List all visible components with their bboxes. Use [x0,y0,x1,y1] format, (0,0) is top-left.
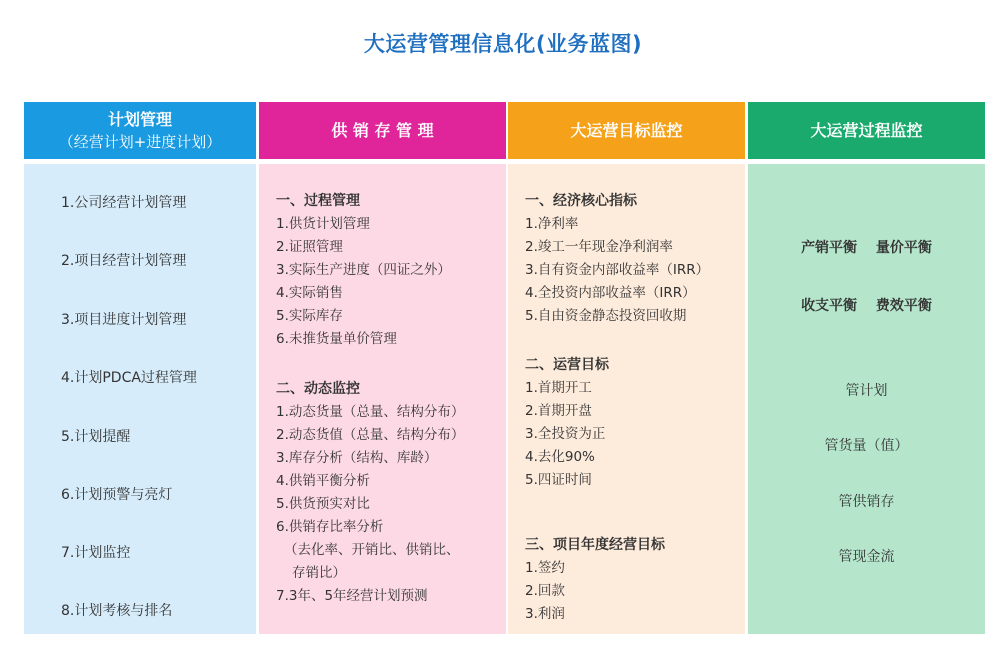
balance-line: 收支平衡 费效平衡 [801,298,932,314]
list-item: 3.库存分析（结构、库龄） [276,450,438,466]
column-header-supply [259,102,506,159]
column-plan-management [24,102,256,619]
list-item: 5.实际库存 [276,308,343,324]
supply-section-monitoring [276,378,464,608]
column-body-plan [24,164,256,634]
column-header-supply-title: 供 销 存 管 理 [331,120,434,140]
column-header-process-title: 大运营过程监控 [810,120,923,140]
plan-item: 2.项目经营计划管理 [61,253,187,269]
list-item: （去化率、开销比、供销比、 [284,542,460,558]
list-item: 1.首期开工 [525,380,592,396]
column-body-process [748,164,985,634]
plan-item: 6.计划预警与亮灯 [61,487,173,503]
column-header-target-title: 大运营目标监控 [570,120,683,140]
target-section-economic [525,190,709,328]
list-item: 3.自有资金内部收益率（IRR） [525,262,710,278]
supply-section-process [276,190,451,351]
column-process-monitoring [748,102,985,565]
process-item: 管货量（值） [824,438,909,454]
section-heading: 一、过程管理 [276,193,360,209]
list-item: 1.净利率 [525,216,579,232]
column-header-plan-title: 计划管理 [107,109,172,129]
list-item: 2.竣工一年现金净利润率 [525,239,673,255]
list-item: 存销比） [292,565,346,581]
column-body-target [508,164,745,634]
target-section-annual [525,534,665,626]
list-item: 1.供货计划管理 [276,216,370,232]
plan-item: 3.项目进度计划管理 [61,312,187,328]
list-item: 3.实际生产进度（四证之外） [276,262,451,278]
list-item: 6.供销存比率分析 [276,519,384,535]
column-header-target [508,102,745,159]
column-header-process [748,102,985,159]
list-item: 4.全投资内部收益率（IRR） [525,285,696,301]
list-item: 2.回款 [525,583,565,599]
column-body-supply [259,164,506,634]
list-item: 4.实际销售 [276,285,343,301]
section-heading: 二、运营目标 [525,357,609,373]
plan-item: 7.计划监控 [61,545,131,561]
list-item: 3.利润 [525,606,565,622]
process-item: 管计划 [845,383,888,399]
list-item: 5.供货预实对比 [276,496,370,512]
plan-item: 5.计划提醒 [61,429,131,445]
column-header-plan-subtitle: （经营计划+进度计划） [58,132,222,151]
column-target-monitoring [508,102,745,622]
section-heading: 二、动态监控 [276,381,360,397]
target-section-operation [525,354,609,492]
process-item: 管供销存 [838,494,895,510]
column-header-plan [24,102,256,159]
list-item: 1.动态货量（总量、结构分布） [276,404,465,420]
list-item: 3.全投资为正 [525,426,606,442]
plan-item: 8.计划考核与排名 [61,603,173,619]
list-item: 4.去化90% [525,449,595,465]
page-title: 大运营管理信息化(业务蓝图) [363,32,643,56]
list-item: 2.动态货值（总量、结构分布） [276,427,465,443]
list-item: 2.首期开盘 [525,403,592,419]
section-heading: 三、项目年度经营目标 [525,537,665,553]
section-heading: 一、经济核心指标 [525,193,637,209]
balance-line: 产销平衡 量价平衡 [801,240,932,256]
list-item: 5.自由资金静态投资回收期 [525,308,687,324]
plan-item: 4.计划PDCA过程管理 [61,370,197,386]
plan-item: 1.公司经营计划管理 [61,195,187,211]
process-item: 管现金流 [838,549,895,565]
list-item: 2.证照管理 [276,239,343,255]
list-item: 4.供销平衡分析 [276,473,370,489]
list-item: 6.未推货量单价管理 [276,331,397,347]
column-supply-sales-inventory [259,102,506,604]
list-item: 7.3年、5年经营计划预测 [276,588,428,604]
list-item: 1.签约 [525,560,565,576]
list-item: 5.四证时间 [525,472,592,488]
